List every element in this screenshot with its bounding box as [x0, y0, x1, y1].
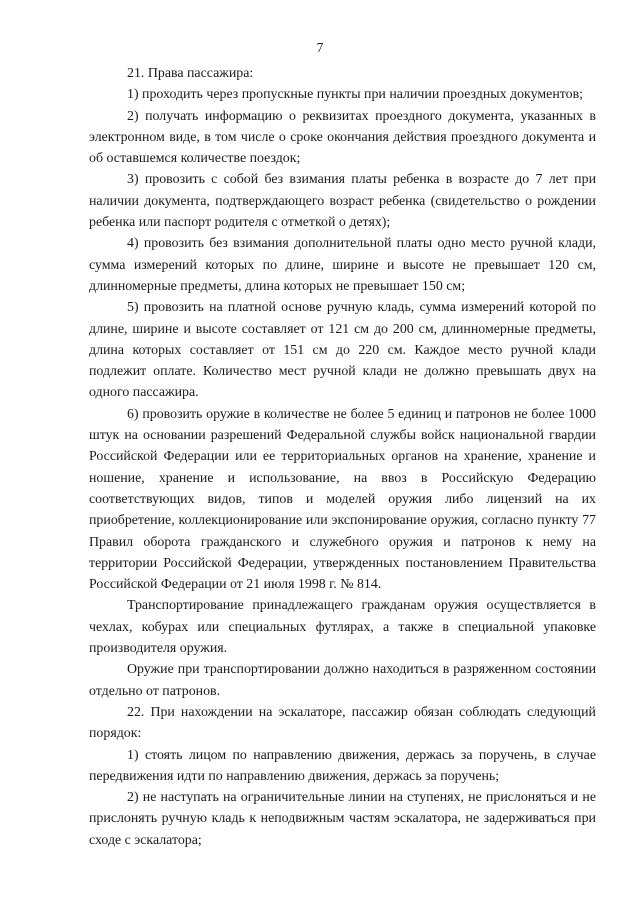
list-item: 4) провозить без взимания дополнительной платы одно место ручной клади, сумма измерений которых по длине, ширине и высоте не превышает 120 см, длинномерные предметы, длина которых не превышает 150 см;	[89, 236, 596, 294]
list-item: 6) провозить оружие в количестве не более 5 единиц и патронов не более 1000 штук на основании разрешений Федеральной службы войск национальной гвардии Российской Федерации или ее территориальных органов на хранение, хранение и ношение, хранение и использование, на ввоз в Российскую Федерацию соответствующих видов, типов и моделей оружия либо лицензий на их приобретение, коллекционирование или экспонирование оружия, согласно пункту 77 Правил оборота гражданского и служебного оружия и патронов к нему на территории Российской Федерации, утвержденных постановлением Правительства Российской Федерации от 21 июля 1998 г. № 814.	[89, 406, 596, 593]
list-item: 2) не наступать на ограничительные линии на ступенях, не прислоняться и не прислонять ручную кладь к неподвижным частям эскалатора, не задерживаться при сходе с эскалатора;	[89, 790, 596, 848]
list-item: 5) провозить на платной основе ручную кладь, сумма измерений которой по длине, ширине и высоте составляет от 121 см до 200 см, длинномерные предметы, длина которых составляет от 151 см до 220 см. Каждое место ручной клади подлежит оплате. Количество мест ручной клади не должно превышать двух на одного пассажира.	[89, 300, 596, 401]
list-item: 3) провозить с собой без взимания платы ребенка в возрасте до 7 лет при наличии документа, подтверждающего возраст ребенка (свидетельство о рождении ребенка или паспорт родителя с отметкой о детях);	[89, 172, 596, 231]
list-item: 1) проходить через пропускные пункты при наличии проездных документов;	[127, 87, 584, 103]
section-heading: 22. При нахождении на эскалаторе, пассажир обязан соблюдать следующий порядок:	[89, 704, 596, 742]
list-item: 1) стоять лицом по направлению движения, держась за поручень, в случае передвижения идти по направлению движения, держась за поручень;	[89, 747, 596, 784]
paragraph: Оружие при транспортировании должно находиться в разряженном состоянии отдельно от патронов.	[89, 662, 596, 699]
list-item: 2) получать информацию о реквизитах проездного документа, указанных в электронном виде, в том числе о сроке окончания действия проездного документа и об оставшемся количестве поездок;	[89, 108, 596, 167]
document-body	[89, 63, 596, 851]
section-heading: 21. Права пассажира:	[127, 66, 254, 81]
page-number: 7	[316, 40, 324, 55]
paragraph: Транспортирование принадлежащего гражданам оружия осуществляется в чехлах, кобурах или специальных футлярах, а также в специальной упаковке производителя оружия.	[89, 598, 596, 657]
